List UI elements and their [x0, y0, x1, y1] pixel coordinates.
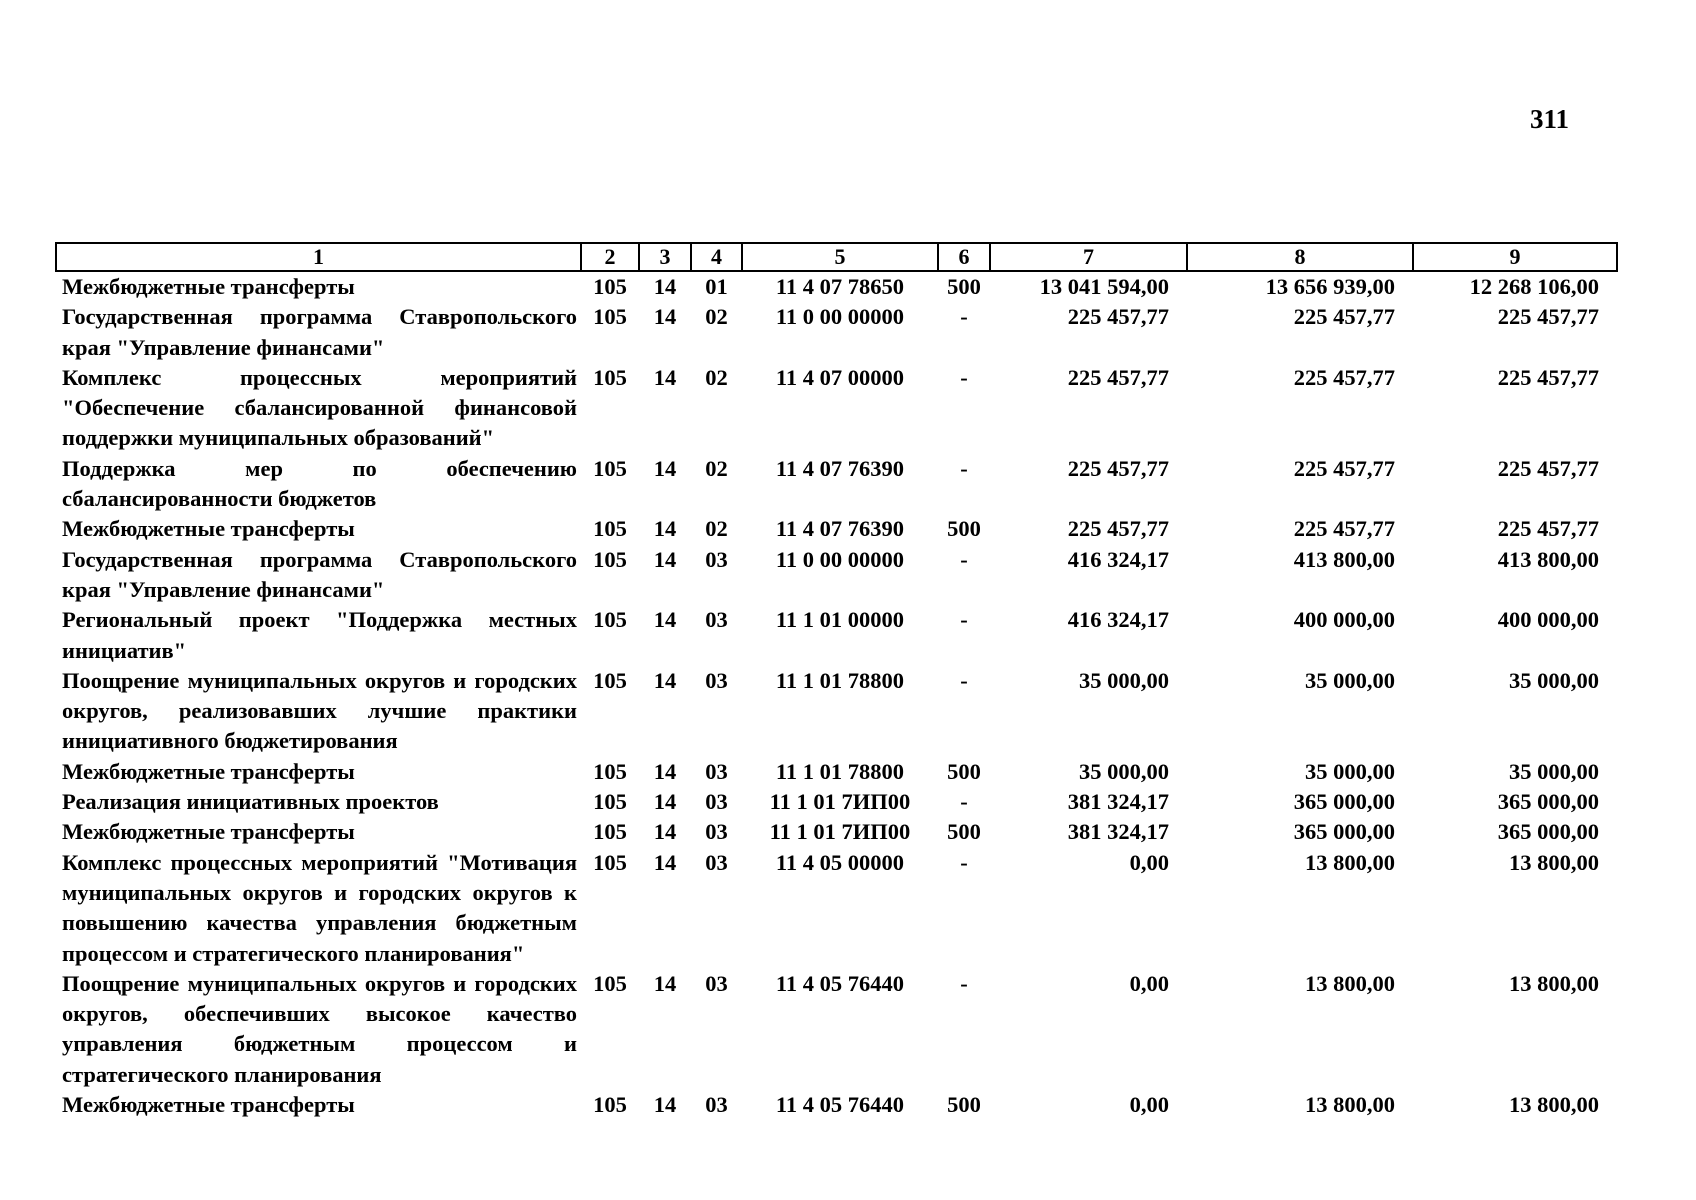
target-article-cell: 11 4 05 76440	[775, 1092, 905, 1118]
target-article-cell: 11 1 01 7ИП00	[769, 789, 911, 815]
column-header-8: 8	[1187, 243, 1413, 271]
table-body	[56, 271, 1617, 1120]
table-row	[56, 817, 1617, 847]
row-name-cell: Межбюджетные трансферты	[62, 274, 355, 299]
subsection-code-cell: 03	[705, 789, 728, 815]
row-name-cell: Поощрение муниципальных округов и городских округов, обеспечивших высокое качество управления бюджетным процессом и стратегического планирования	[62, 970, 577, 1087]
amount-col-7-cell: 35 000,00	[1079, 758, 1169, 784]
amount-col-8-cell: 35 000,00	[1305, 667, 1395, 693]
target-article-cell: 11 0 00 00000	[775, 304, 905, 330]
budget-table	[55, 242, 1618, 1120]
amount-col-8-cell: 225 457,77	[1293, 455, 1395, 481]
subsection-code-cell: 02	[705, 304, 728, 330]
target-article-cell: 11 4 07 76390	[775, 516, 905, 542]
amount-col-9-cell: 400 000,00	[1497, 607, 1599, 633]
header-row	[56, 243, 1617, 271]
amount-col-9-cell: 13 800,00	[1509, 970, 1599, 996]
section-code-cell: 14	[653, 274, 677, 299]
expense-type-cell: -	[960, 546, 968, 572]
section-code-cell: 14	[653, 789, 677, 815]
ministry-code-cell: 105	[593, 516, 627, 542]
subsection-code-cell: 03	[705, 849, 728, 875]
row-name-cell: Межбюджетные трансферты	[62, 516, 355, 542]
amount-col-9-cell: 413 800,00	[1497, 546, 1599, 572]
table-row	[56, 514, 1617, 544]
ministry-code-cell: 105	[593, 607, 627, 633]
target-article-cell: 11 4 05 76440	[775, 970, 905, 996]
page-number: 311	[1530, 104, 1570, 134]
expense-type-cell: 500	[947, 758, 981, 784]
amount-col-7-cell: 225 457,77	[1067, 455, 1169, 481]
row-name-cell: Поощрение муниципальных округов и городских округов, реализовавших лучшие практики инициативного бюджетирования	[62, 667, 577, 754]
subsection-code-cell: 03	[705, 546, 728, 572]
amount-col-7-cell: 13 041 594,00	[1039, 274, 1169, 299]
target-article-cell: 11 1 01 78800	[775, 667, 905, 693]
expense-type-cell: -	[960, 607, 968, 633]
ministry-code-cell: 105	[593, 819, 627, 845]
amount-col-8-cell: 35 000,00	[1305, 758, 1395, 784]
column-header-9: 9	[1413, 243, 1617, 271]
column-header-4: 4	[691, 243, 742, 271]
amount-col-9-cell: 225 457,77	[1497, 516, 1599, 542]
ministry-code-cell: 105	[593, 274, 627, 299]
ministry-code-cell: 105	[593, 667, 627, 693]
amount-col-7-cell: 0,00	[1129, 849, 1169, 875]
amount-col-7-cell: 416 324,17	[1067, 546, 1169, 572]
target-article-cell: 11 0 00 00000	[775, 546, 905, 572]
expense-type-cell: 500	[947, 1092, 981, 1118]
subsection-code-cell: 03	[705, 819, 728, 845]
table-row	[56, 757, 1617, 787]
row-name-cell: Межбюджетные трансферты	[62, 819, 355, 845]
amount-col-8-cell: 365 000,00	[1293, 789, 1395, 815]
ministry-code-cell: 105	[593, 849, 627, 875]
amount-col-8-cell: 13 800,00	[1305, 970, 1395, 996]
subsection-code-cell: 02	[705, 516, 728, 542]
section-code-cell: 14	[653, 364, 677, 390]
amount-col-7-cell: 225 457,77	[1067, 304, 1169, 330]
expense-type-cell: -	[960, 849, 968, 875]
row-name-cell: Государственная программа Ставропольского края "Управление финансами"	[62, 304, 577, 360]
subsection-code-cell: 03	[705, 667, 728, 693]
row-name-cell: Межбюджетные трансферты	[62, 1092, 355, 1118]
target-article-cell: 11 4 07 00000	[775, 364, 905, 390]
target-article-cell: 11 1 01 7ИП00	[769, 819, 911, 845]
row-name-cell: Комплекс процессных мероприятий "Обеспечение сбалансированной финансовой поддержки муниципальных образований"	[62, 364, 577, 451]
ministry-code-cell: 105	[593, 455, 627, 481]
section-code-cell: 14	[653, 304, 677, 330]
amount-col-8-cell: 400 000,00	[1293, 607, 1395, 633]
table-row	[56, 302, 1617, 363]
table-row	[56, 787, 1617, 817]
amount-col-9-cell: 225 457,77	[1497, 364, 1599, 390]
section-code-cell: 14	[653, 455, 677, 481]
column-header-6: 6	[938, 243, 990, 271]
amount-col-7-cell: 0,00	[1129, 970, 1169, 996]
subsection-code-cell: 03	[705, 970, 728, 996]
ministry-code-cell: 105	[593, 546, 627, 572]
amount-col-8-cell: 225 457,77	[1293, 516, 1395, 542]
expense-type-cell: -	[960, 789, 968, 815]
section-code-cell: 14	[653, 819, 677, 845]
column-header-2: 2	[581, 243, 639, 271]
subsection-code-cell: 03	[705, 1092, 728, 1118]
row-name-cell: Реализация инициативных проектов	[62, 789, 439, 815]
amount-col-9-cell: 35 000,00	[1509, 667, 1599, 693]
amount-col-8-cell: 225 457,77	[1293, 364, 1395, 390]
expense-type-cell: 500	[947, 516, 981, 542]
amount-col-9-cell: 35 000,00	[1509, 758, 1599, 784]
expense-type-cell: -	[960, 304, 968, 330]
section-code-cell: 14	[653, 849, 677, 875]
section-code-cell: 14	[653, 667, 677, 693]
target-article-cell: 11 1 01 78800	[775, 758, 905, 784]
section-code-cell: 14	[653, 607, 677, 633]
expense-type-cell: 500	[947, 819, 981, 845]
amount-col-8-cell: 413 800,00	[1293, 546, 1395, 572]
expense-type-cell: 500	[947, 274, 981, 299]
row-name-cell: Межбюджетные трансферты	[62, 758, 355, 784]
ministry-code-cell: 105	[593, 304, 627, 330]
amount-col-9-cell: 13 800,00	[1509, 1092, 1599, 1118]
subsection-code-cell: 01	[705, 274, 728, 299]
amount-col-9-cell: 13 800,00	[1509, 849, 1599, 875]
section-code-cell: 14	[653, 516, 677, 542]
subsection-code-cell: 03	[705, 607, 728, 633]
target-article-cell: 11 1 01 00000	[775, 607, 905, 633]
target-article-cell: 11 4 05 00000	[775, 849, 905, 875]
amount-col-9-cell: 12 268 106,00	[1469, 274, 1599, 299]
section-code-cell: 14	[653, 758, 677, 784]
ministry-code-cell: 105	[593, 758, 627, 784]
amount-col-9-cell: 225 457,77	[1497, 304, 1599, 330]
subsection-code-cell: 02	[705, 455, 728, 481]
amount-col-7-cell: 225 457,77	[1067, 364, 1169, 390]
amount-col-7-cell: 225 457,77	[1067, 516, 1169, 542]
amount-col-7-cell: 416 324,17	[1067, 607, 1169, 633]
section-code-cell: 14	[653, 1092, 677, 1118]
column-header-3: 3	[639, 243, 691, 271]
row-name-cell: Комплекс процессных мероприятий "Мотивация муниципальных округов и городских округов к повышению качества управления бюджетным процессом и стратегического планирования"	[62, 849, 577, 966]
amount-col-8-cell: 225 457,77	[1293, 304, 1395, 330]
amount-col-8-cell: 365 000,00	[1293, 819, 1395, 845]
table-row	[56, 1090, 1617, 1120]
table-row	[56, 605, 1617, 666]
table-row	[56, 454, 1617, 515]
ministry-code-cell: 105	[593, 364, 627, 390]
row-name-cell: Поддержка мер по обеспечению сбалансированности бюджетов	[62, 455, 577, 512]
ministry-code-cell: 105	[593, 970, 627, 996]
ministry-code-cell: 105	[593, 789, 627, 815]
row-name-cell: Региональный проект "Поддержка местных инициатив"	[62, 607, 577, 663]
amount-col-7-cell: 0,00	[1129, 1092, 1169, 1118]
expense-type-cell: -	[960, 970, 968, 996]
target-article-cell: 11 4 07 78650	[775, 274, 905, 299]
amount-col-7-cell: 35 000,00	[1079, 667, 1169, 693]
amount-col-8-cell: 13 656 939,00	[1265, 274, 1395, 299]
column-header-7: 7	[990, 243, 1187, 271]
amount-col-7-cell: 381 324,17	[1067, 819, 1169, 845]
column-header-1: 1	[56, 243, 581, 271]
section-code-cell: 14	[653, 546, 677, 572]
subsection-code-cell: 02	[705, 364, 728, 390]
amount-col-8-cell: 13 800,00	[1305, 849, 1395, 875]
amount-col-9-cell: 365 000,00	[1497, 819, 1599, 845]
table-row	[56, 271, 1617, 302]
subsection-code-cell: 03	[705, 758, 728, 784]
target-article-cell: 11 4 07 76390	[775, 455, 905, 481]
row-name-cell: Государственная программа Ставропольского края "Управление финансами"	[62, 546, 577, 602]
amount-col-9-cell: 225 457,77	[1497, 455, 1599, 481]
table-row	[56, 848, 1617, 969]
ministry-code-cell: 105	[593, 1092, 627, 1118]
expense-type-cell: -	[960, 667, 968, 693]
expense-type-cell: -	[960, 364, 968, 390]
table-row	[56, 666, 1617, 757]
amount-col-9-cell: 365 000,00	[1497, 789, 1599, 815]
table-row	[56, 363, 1617, 454]
column-header-5: 5	[742, 243, 938, 271]
amount-col-8-cell: 13 800,00	[1305, 1092, 1395, 1118]
section-code-cell: 14	[653, 970, 677, 996]
table-row	[56, 969, 1617, 1090]
expense-type-cell: -	[960, 455, 968, 481]
amount-col-7-cell: 381 324,17	[1067, 789, 1169, 815]
table-row	[56, 545, 1617, 606]
